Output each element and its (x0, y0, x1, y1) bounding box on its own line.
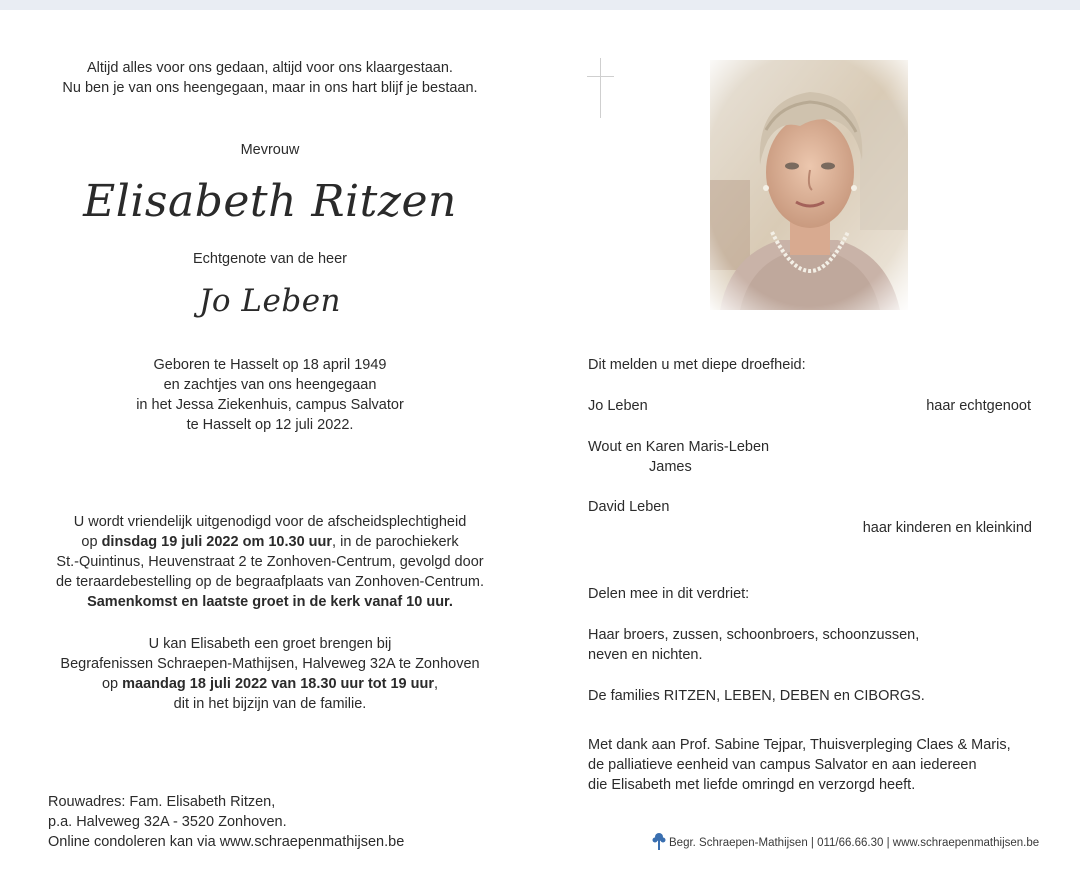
family-children-role: haar kinderen en kleinkind (862, 520, 1032, 536)
birth-line-4: te Hasselt op 12 juli 2022. (186, 417, 354, 433)
ceremony-line-4: de teraardebestelling op de begraafplaats van Zonhoven-Centrum. (55, 574, 485, 590)
visitation-info (20, 634, 520, 714)
family-child-1: Wout en Karen Maris-Leben (588, 439, 770, 455)
family-child-2: David Leben (588, 499, 670, 515)
address-line-2: p.a. Halveweg 32A - 3520 Zonhoven. (48, 814, 287, 830)
visitation-line-1: U kan Elisabeth een groet brengen bij (148, 636, 392, 652)
birth-death-info (20, 355, 520, 435)
visitation-line-3-pre: op (101, 676, 123, 692)
spouse-name: Jo Leben (198, 283, 342, 319)
top-bar (0, 0, 1080, 10)
sharing-line-2: neven en nichten. (588, 647, 703, 663)
ceremony-line-5 (20, 592, 520, 612)
verse (20, 58, 520, 98)
ceremony-date: dinsdag 19 juli 2022 om 10.30 uur (101, 534, 333, 550)
thanks-line-3: die Elisabeth met liefde omringd en verzorgd heeft. (588, 777, 916, 793)
address-line-1: Rouwadres: Fam. Elisabeth Ritzen, (48, 794, 276, 810)
ceremony-line-3: St.-Quintinus, Heuvenstraat 2 te Zonhoven-Centrum, gevolgd door (56, 554, 484, 570)
address-line-3: Online condoleren kan via www.schraepenmathijsen.be (48, 834, 405, 850)
tree-logo-icon (652, 832, 666, 850)
funeral-home-text: Begr. Schraepen-Mathijsen | 011/66.66.30 | www.schraepenmathijsen.be (669, 837, 1040, 849)
birth-line-2: en zachtjes van ons heengegaan (163, 377, 377, 393)
family-spouse-role: haar echtgenoot (926, 398, 1031, 414)
thanks-line-1: Met dank aan Prof. Sabine Tejpar, Thuisverpleging Claes & Maris, (588, 737, 1011, 753)
visitation-line-3-post: , (434, 676, 439, 692)
ceremony-info (20, 512, 520, 612)
ceremony-line-1: U wordt vriendelijk uitgenodigd voor de afscheidsplechtigheid (73, 514, 467, 530)
family-grandchild: James (649, 459, 692, 475)
mourning-address (48, 792, 508, 852)
portrait-photo (710, 60, 908, 310)
family-spouse-name: Jo Leben (588, 398, 648, 414)
visitation-line-4: dit in het bijzijn van de familie. (173, 696, 367, 712)
cross-icon-vertical (600, 58, 601, 118)
ceremony-line-2-post: , in de parochiekerk (332, 534, 459, 550)
portrait-image (710, 60, 908, 310)
visitation-line-2: Begrafenissen Schraepen-Mathijsen, Halveweg 32A te Zonhoven (60, 656, 480, 672)
visitation-date: maandag 18 juli 2022 van 18.30 uur tot 19 uur (122, 676, 434, 692)
birth-line-1: Geboren te Hasselt op 18 april 1949 (153, 357, 387, 373)
gathering-note: Samenkomst en laatste groet in de kerk vanaf 10 uur. (87, 594, 453, 610)
thanks-line-2: de palliatieve eenheid van campus Salvator en aan iedereen (588, 757, 977, 773)
visitation-line-3 (20, 674, 520, 694)
ceremony-line-2-pre: op (81, 534, 102, 550)
sharing-intro: Delen mee in dit verdriet: (588, 586, 750, 602)
verse-line-2: Nu ben je van ons heengegaan, maar in ons hart blijf je bestaan. (62, 80, 478, 96)
birth-line-3: in het Jessa Ziekenhuis, campus Salvator (136, 397, 404, 413)
deceased-name: Elisabeth Ritzen (83, 176, 457, 227)
sharing-families: De families RITZEN, LEBEN, DEBEN en CIBORGS. (588, 688, 925, 704)
sharing-line-1: Haar broers, zussen, schoonbroers, schoonzussen, (588, 627, 920, 643)
funeral-home-footer (652, 832, 1039, 850)
family-intro: Dit melden u met diepe droefheid: (588, 357, 806, 373)
verse-line-1: Altijd alles voor ons gedaan, altijd voor ons klaargestaan. (87, 60, 453, 76)
ceremony-line-2 (20, 532, 520, 552)
cross-icon-horizontal (587, 76, 614, 77)
deceased-title: Mevrouw (240, 142, 300, 158)
spouse-intro: Echtgenote van de heer (193, 251, 347, 267)
